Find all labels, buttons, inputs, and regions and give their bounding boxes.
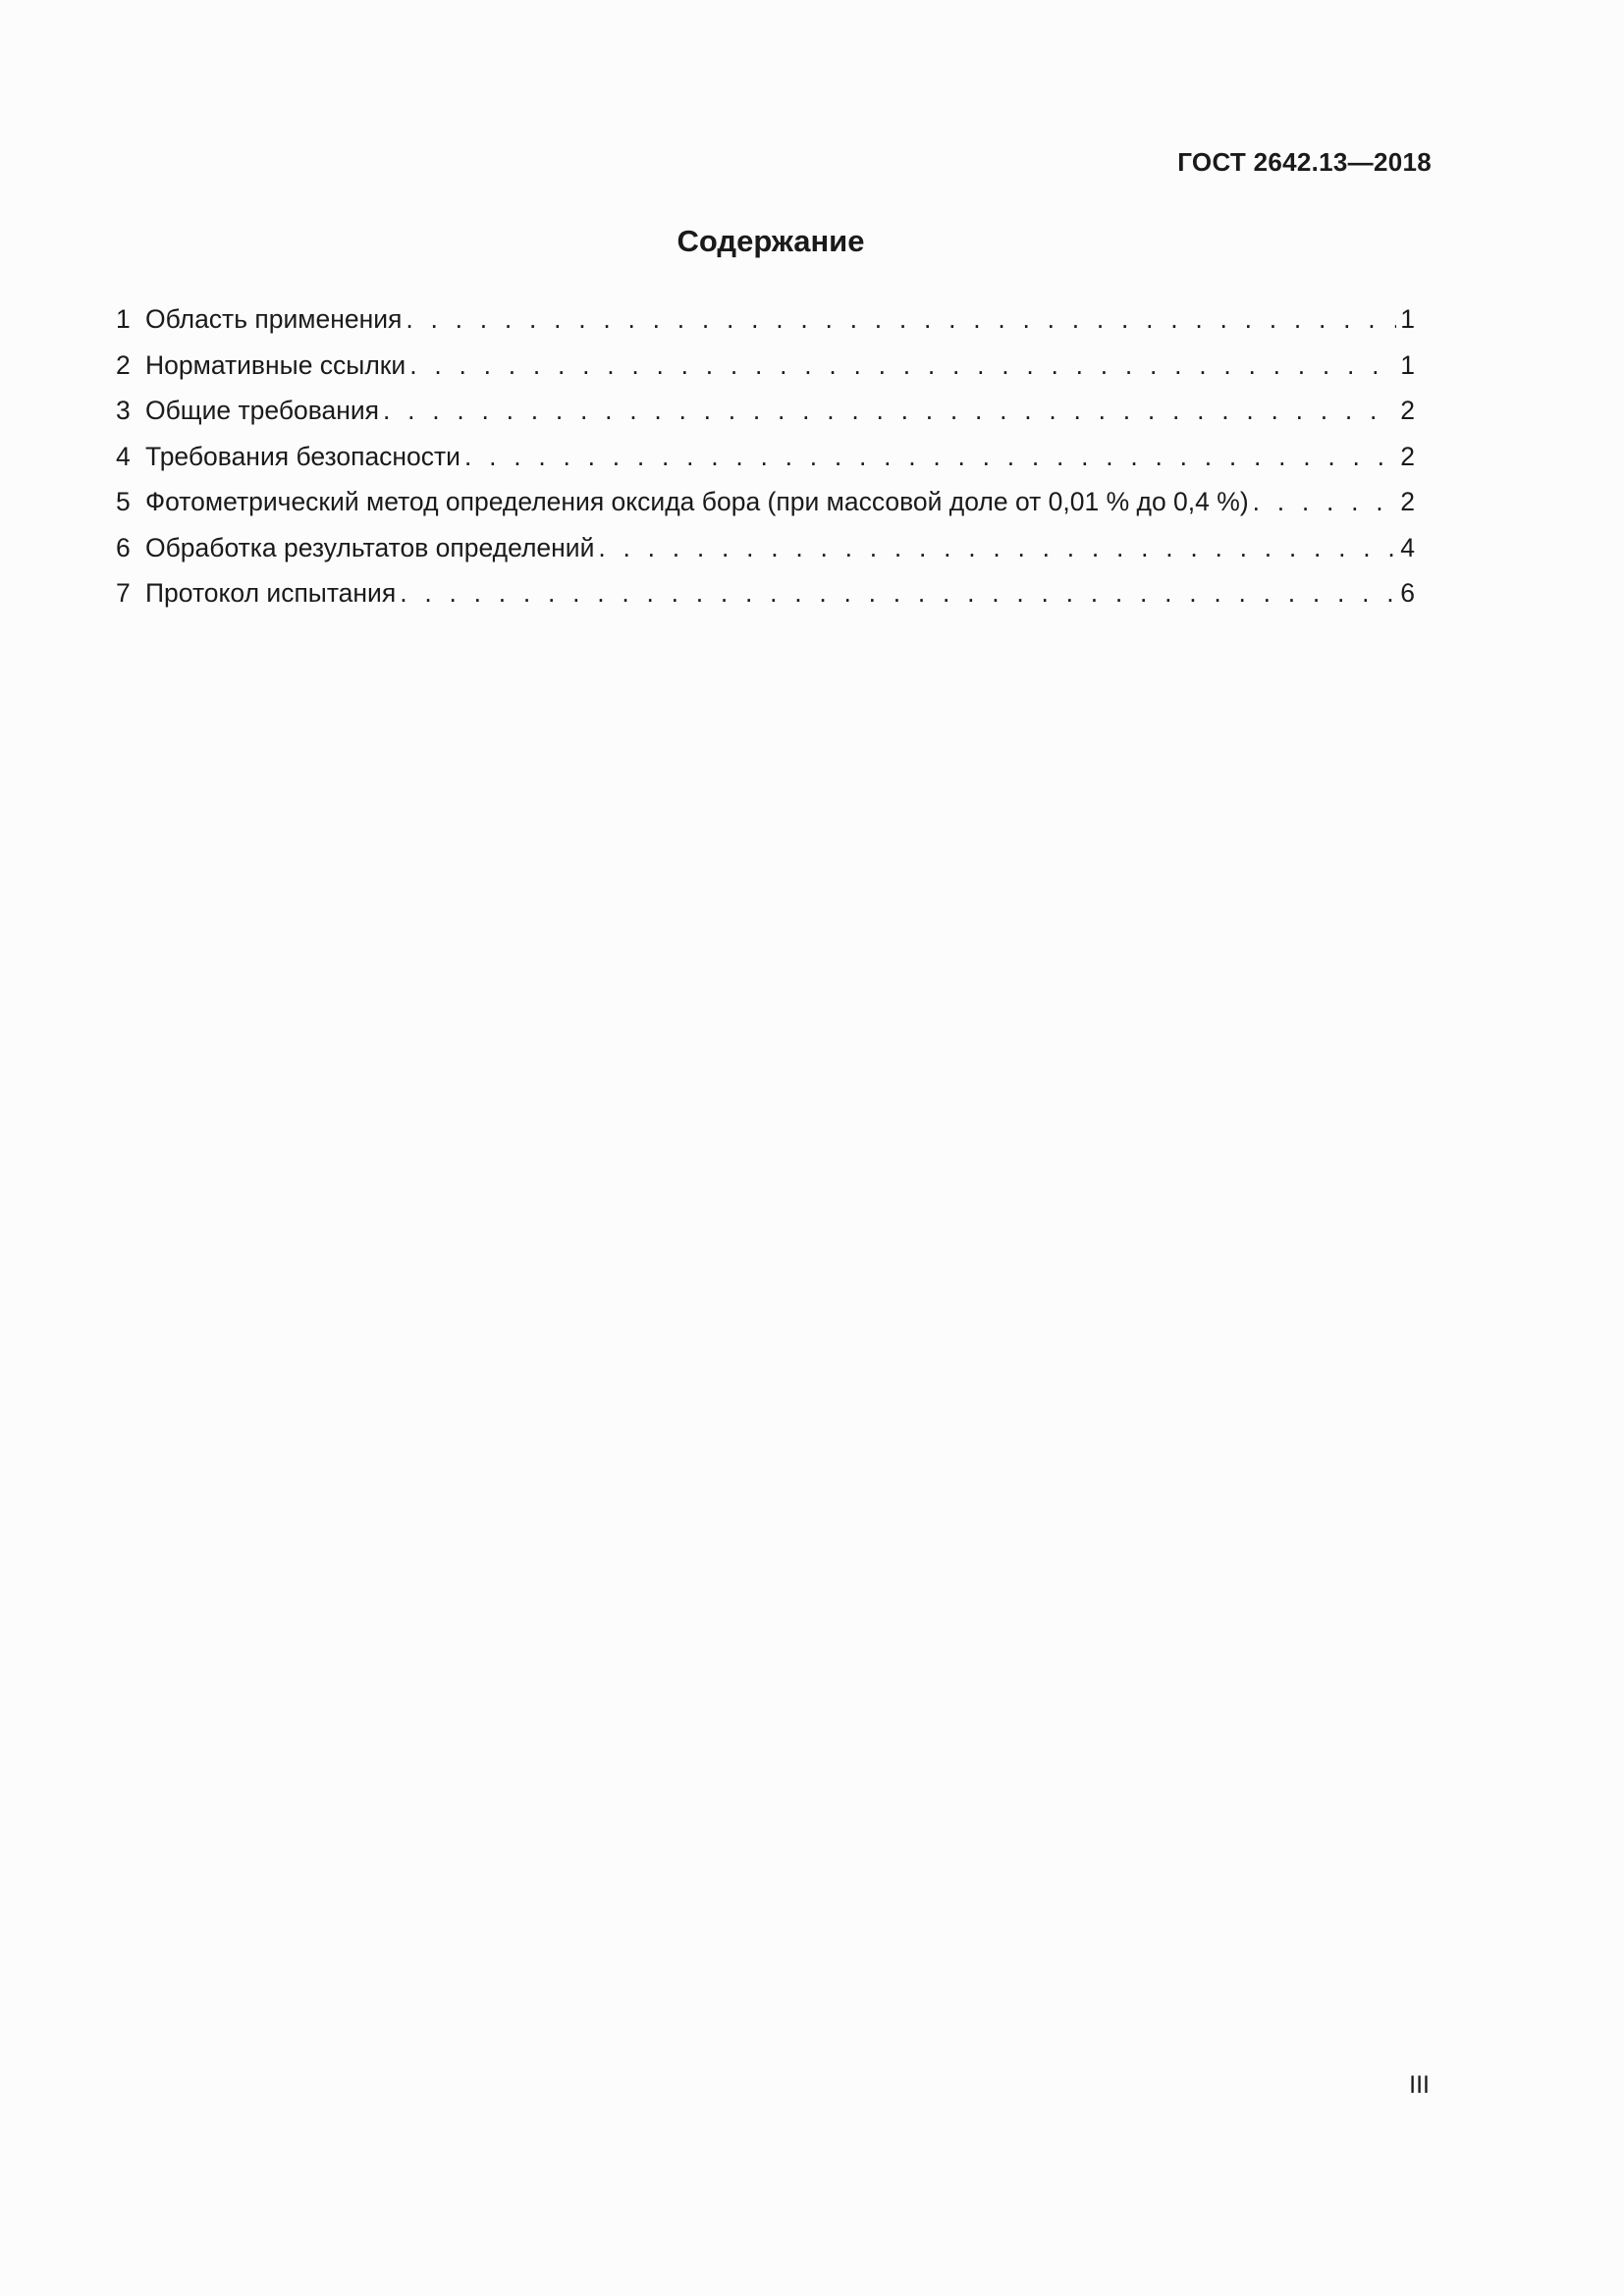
toc-title: Содержание xyxy=(677,224,865,258)
toc-dot-leader xyxy=(409,350,1396,381)
toc-entry-number: 6 xyxy=(116,532,131,562)
toc-entry-3[interactable] xyxy=(116,396,1415,442)
toc-entry-label: Нормативные ссылки xyxy=(145,349,406,380)
toc-entry-1[interactable] xyxy=(116,304,1415,350)
document-code: ГОСТ 2642.13—2018 xyxy=(1177,147,1432,177)
toc-entry-label: Протокол испытания xyxy=(145,578,397,608)
toc-entry-page: 4 xyxy=(1400,532,1415,562)
toc-entry-2[interactable] xyxy=(116,350,1415,397)
toc-dot-leader xyxy=(1253,487,1397,517)
toc-entry-5[interactable] xyxy=(116,487,1415,533)
toc-dot-leader xyxy=(383,396,1396,426)
toc-dot-leader xyxy=(464,442,1396,472)
toc-entry-label: Область применения xyxy=(145,304,403,334)
toc-entry-page: 1 xyxy=(1400,304,1415,334)
toc-entry-page: 2 xyxy=(1400,487,1415,516)
toc-entry-number: 3 xyxy=(116,396,131,425)
toc-dot-leader xyxy=(406,304,1396,335)
toc-entry-4[interactable] xyxy=(116,442,1415,488)
toc-dot-leader xyxy=(598,533,1396,563)
toc-entry-label: Обработка результатов определений xyxy=(145,532,595,562)
toc-entry-number: 4 xyxy=(116,441,131,471)
toc-entry-number: 5 xyxy=(116,487,131,516)
toc-entry-label: Общие требования xyxy=(145,396,380,425)
toc-entry-label: Фотометрический метод определения оксида бора (при массовой доле от 0,01 % до 0,4 %) xyxy=(145,487,1249,516)
toc-entry-number: 1 xyxy=(116,304,131,334)
toc-entry-number: 7 xyxy=(116,578,131,608)
table-of-contents xyxy=(116,304,1415,624)
toc-dot-leader xyxy=(400,578,1396,609)
toc-entry-page: 1 xyxy=(1400,349,1415,380)
toc-entry-page: 6 xyxy=(1400,578,1415,608)
toc-entry-page: 2 xyxy=(1400,396,1415,425)
toc-entry-6[interactable] xyxy=(116,533,1415,579)
toc-entry-number: 2 xyxy=(116,349,131,380)
toc-entry-7[interactable] xyxy=(116,578,1415,624)
toc-entry-page: 2 xyxy=(1400,441,1415,471)
toc-entry-label: Требования безопасности xyxy=(145,441,460,471)
page-number: III xyxy=(1409,2071,1430,2099)
